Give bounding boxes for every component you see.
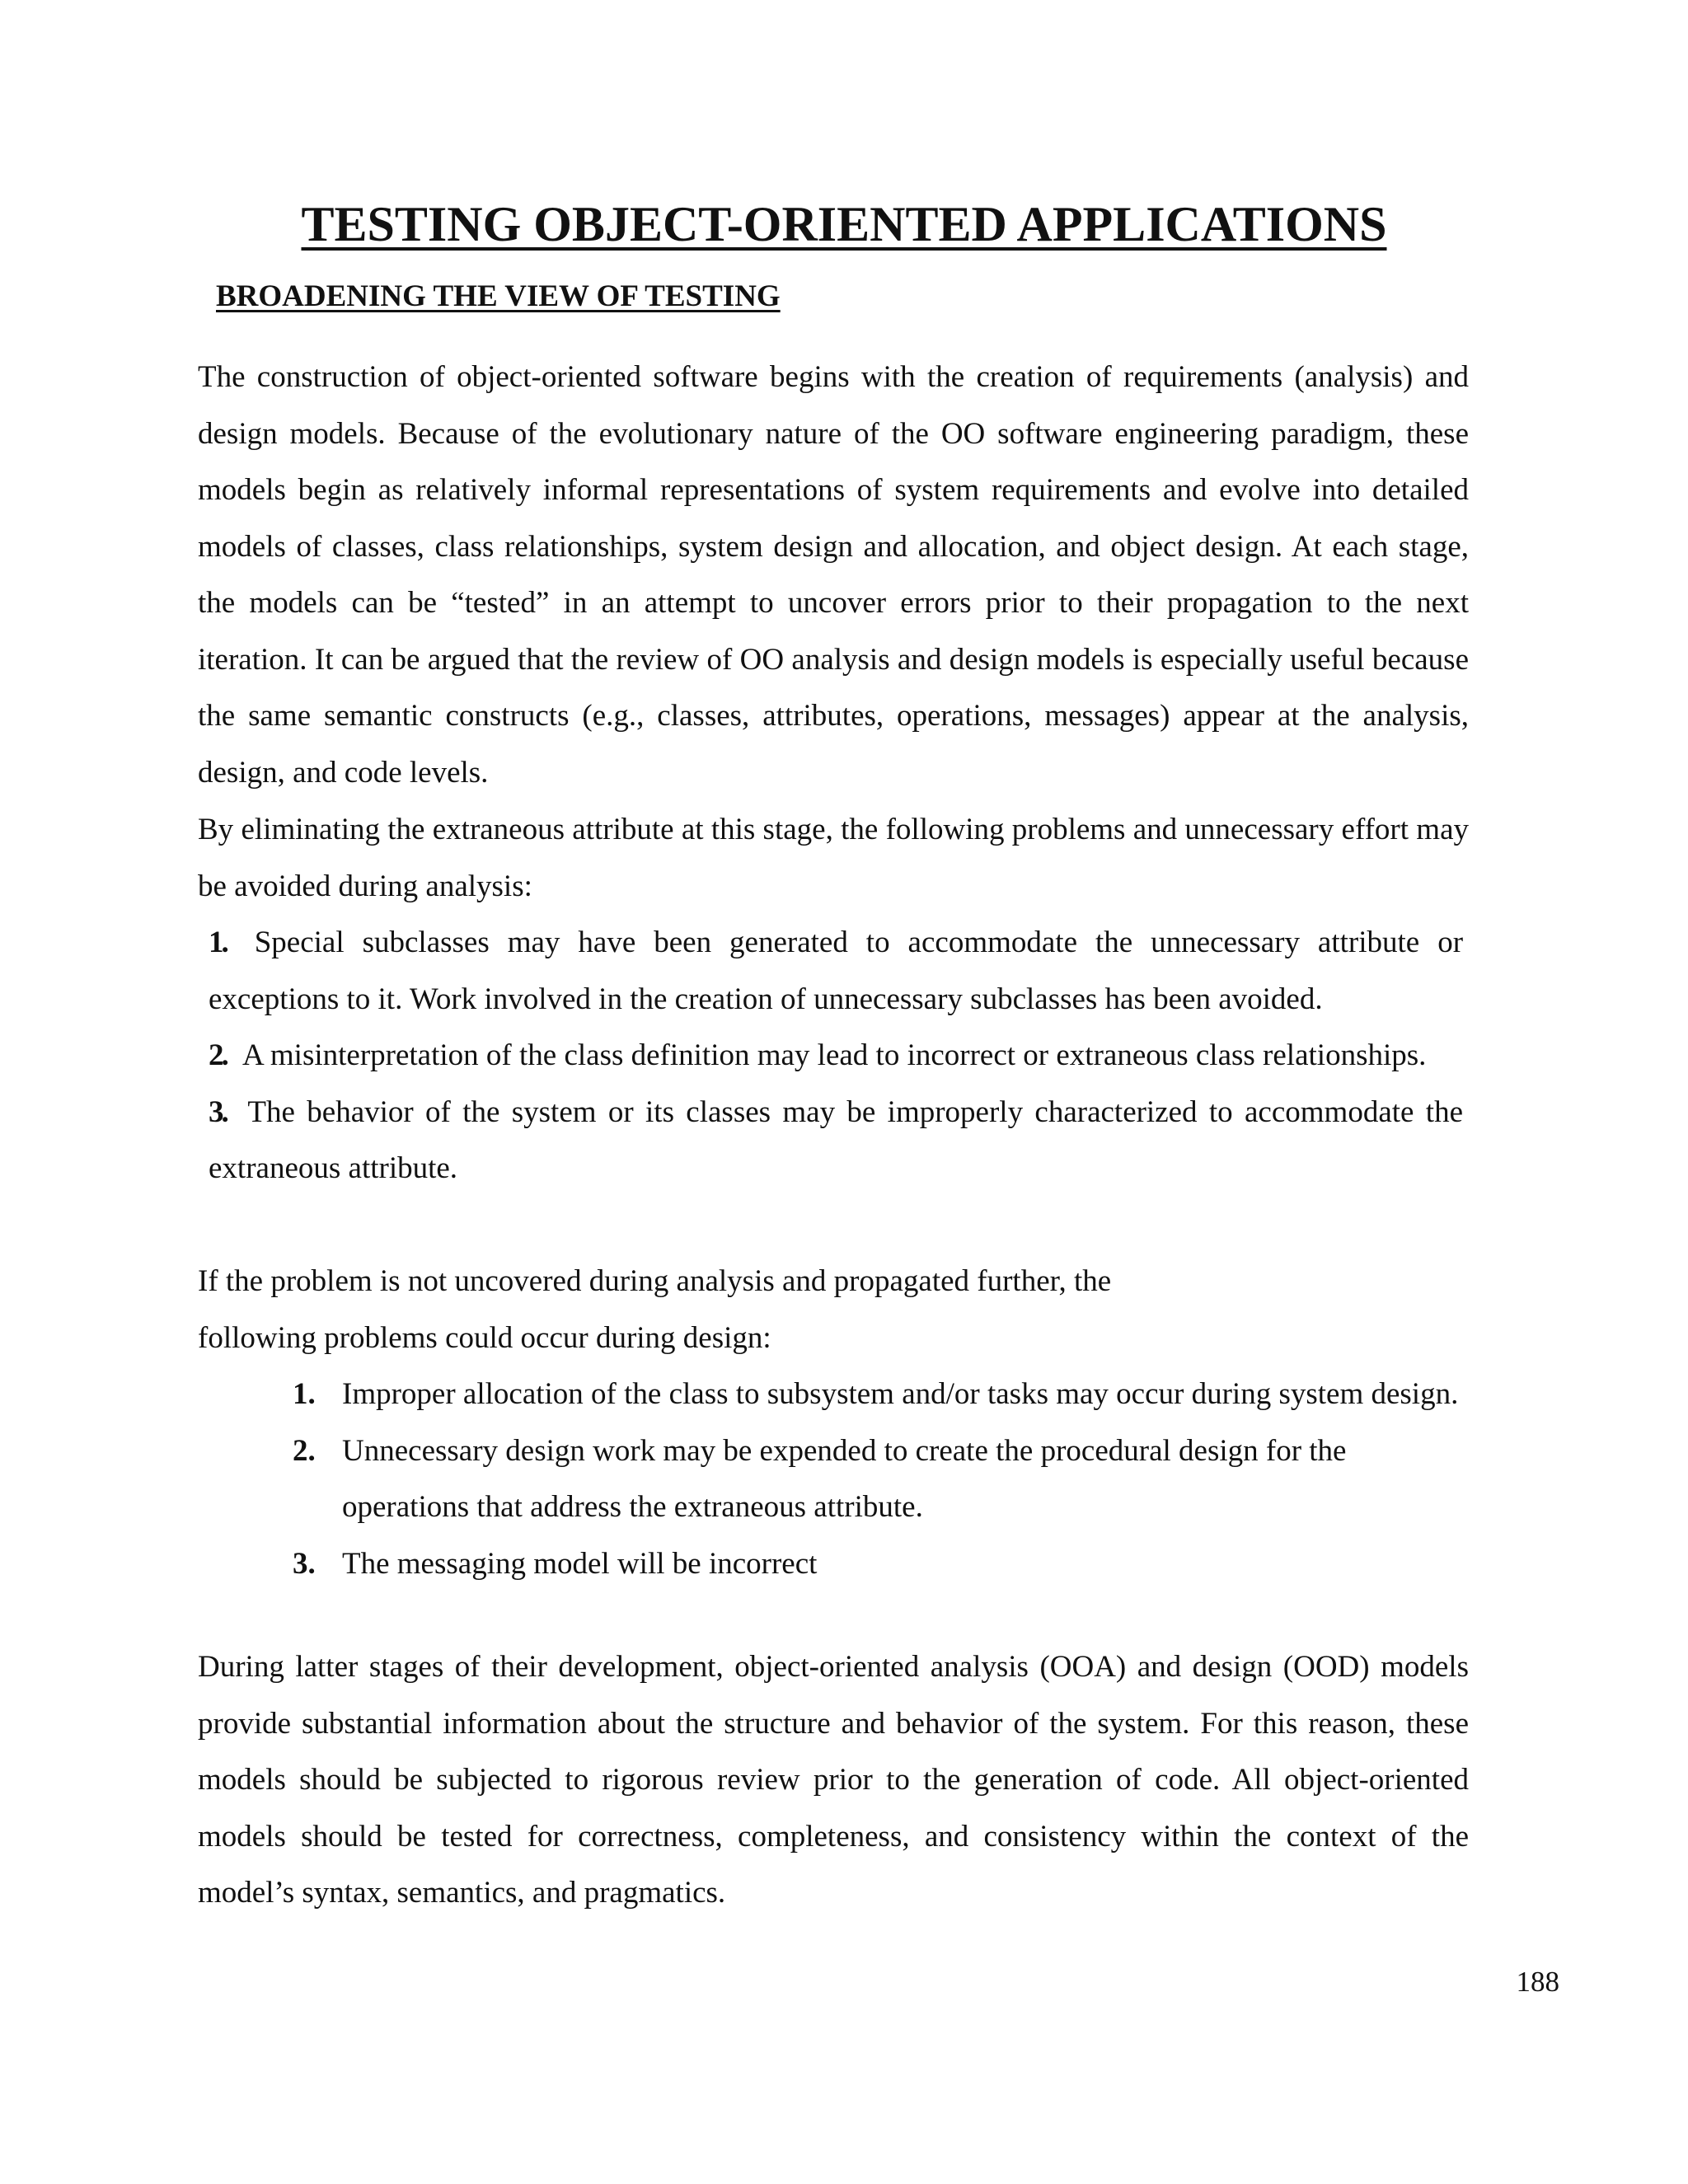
list-item-number: 1. xyxy=(209,926,227,959)
list-item xyxy=(293,1366,1463,1423)
list-item-text: The messaging model will be incorrect xyxy=(342,1546,818,1581)
list-item-number: 3. xyxy=(209,1094,227,1129)
design-problems-list xyxy=(293,1366,1463,1592)
paragraph-line: If the problem is not uncovered during analysis and propagated further, the xyxy=(198,1264,1112,1298)
list-item-number: 1. xyxy=(293,1377,316,1411)
list-item-number: 3. xyxy=(293,1546,316,1581)
list-item-number: 2. xyxy=(293,1433,316,1468)
list-item-text: Unnecessary design work may be expended to create the procedural design for the operations that address the extraneous attribute. xyxy=(342,1433,1347,1524)
list-item xyxy=(293,1423,1463,1536)
list-item-text: The behavior of the system or its classes may be improperly characterized to accommodate the extraneous attribute. xyxy=(209,1094,1463,1185)
list-item xyxy=(293,1536,1463,1593)
page-title: TESTING OBJECT-ORIENTED APPLICATIONS xyxy=(301,197,1387,251)
list-item-text: Improper allocation of the class to subsystem and/or tasks may occur during system design. xyxy=(342,1377,1459,1411)
list-item-text: Special subclasses may have been generated to accommodate the unnecessary attribute or exceptions to it. Work involved in the creation of unnecessary subclasses has been avoided. xyxy=(209,926,1464,1016)
section-heading: BROADENING THE VIEW OF TESTING xyxy=(216,279,781,313)
paragraph-analysis-lead: By eliminating the extraneous attribute at this stage, the following problems and unnecessary effort may be avoided during analysis: xyxy=(198,813,1469,903)
page-number: 188 xyxy=(1516,1966,1559,1998)
analysis-problems-list xyxy=(209,915,1463,1197)
list-item-number: 2. xyxy=(209,1038,227,1072)
paragraph-intro: The construction of object-oriented software begins with the creation of requirements (analysis) and design models. Because of the evolutionary nature of the OO software engineering paradigm, these models begin as relatively informal representations of system requirements and evolve into detailed models of classes, class relationships, system design and allocation, and object design. At each stage, the models can be “tested” in an attempt to uncover errors prior to their propagation to the next iteration. It can be argued that the review of OO analysis and design models is especially useful because the same semantic constructs (e.g., classes, attributes, operations, messages) appear at the analysis, design, and code levels. xyxy=(198,360,1469,790)
paragraph-design-lead xyxy=(198,1254,1469,1366)
paragraph-line: following problems could occur during design: xyxy=(198,1320,771,1355)
list-item xyxy=(209,1028,1463,1085)
list-item xyxy=(209,915,1463,1028)
paragraph-conclusion: During latter stages of their development, object-oriented analysis (OOA) and design (OOD) models provide substantial information about the structure and behavior of the system. For this reason, these models should be subjected to rigorous review prior to the generation of code. All object-oriented models should be tested for correctness, completeness, and consistency within the context of the model’s syntax, semantics, and pragmatics. xyxy=(198,1650,1469,1910)
list-item-text: A misinterpretation of the class definition may lead to incorrect or extraneous class relationships. xyxy=(241,1038,1427,1072)
list-item xyxy=(209,1085,1463,1197)
